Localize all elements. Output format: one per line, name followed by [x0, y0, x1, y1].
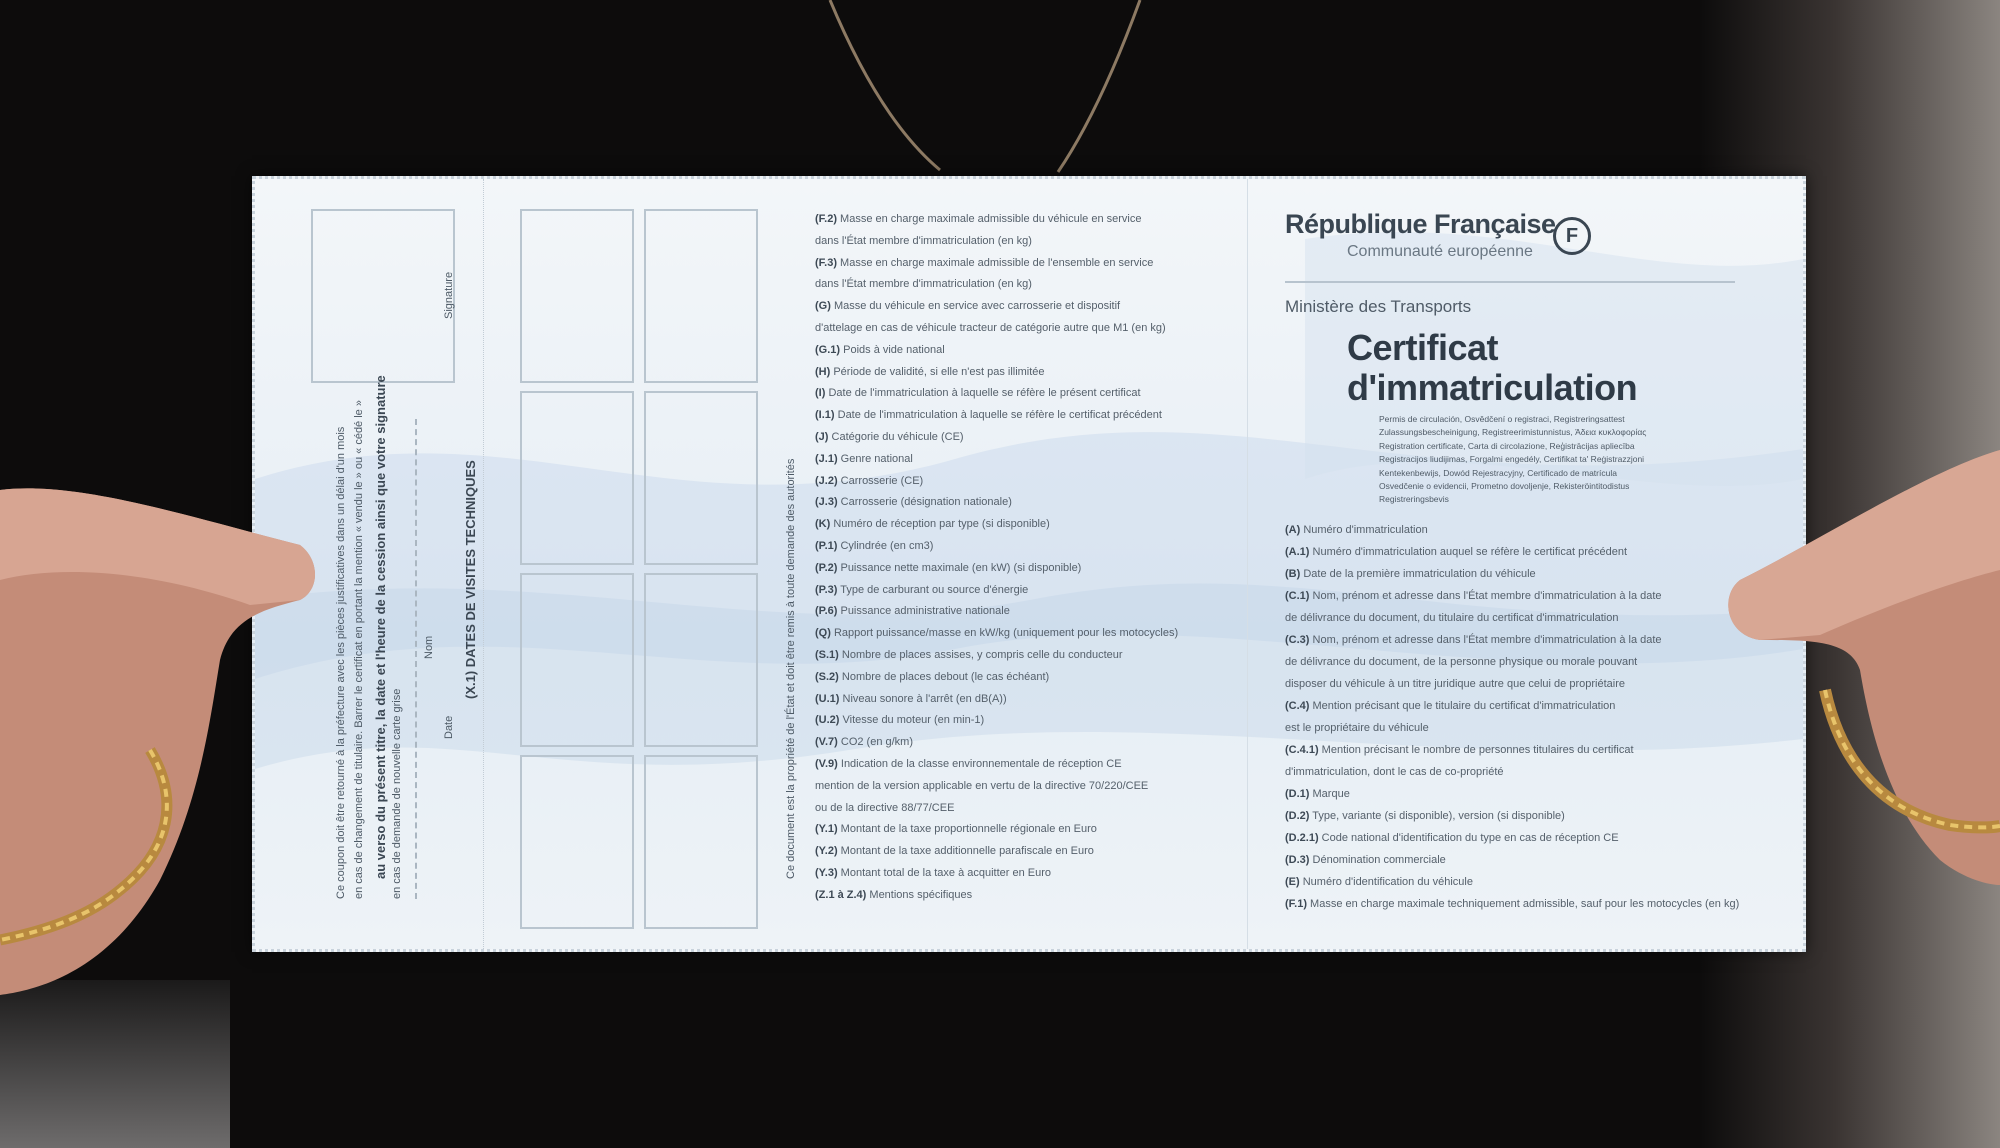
- list-line: (G) Masse du véhicule en service avec carrosserie et dispositif: [815, 300, 1121, 313]
- field-line: (D.3) Dénomination commerciale: [1285, 854, 1446, 866]
- signature-label: Signature: [443, 271, 455, 319]
- translation-line: Registration certificate, Carta di circolazione, Reģistrācijas apliecība: [1379, 440, 1635, 451]
- title-translations: [1379, 413, 1719, 507]
- list-line: (P.6) Puissance administrative nationale: [815, 605, 1010, 618]
- field-line: d'immatriculation, dont le cas de co-propriété: [1285, 766, 1504, 778]
- visit-cell: [520, 209, 634, 383]
- list-line: (G.1) Poids à vide national: [815, 343, 945, 356]
- list-line: (S.1) Nombre de places assises, y compris celle du conducteur: [815, 648, 1123, 661]
- list-line: (Y.1) Montant de la taxe proportionnelle régionale en Euro: [815, 823, 1097, 836]
- title-line-2: d'immatriculation: [1347, 367, 1638, 408]
- list-line: (Q) Rapport puissance/masse en kW/kg (uniquement pour les motocycles): [815, 627, 1179, 640]
- stub-divider: [483, 179, 484, 949]
- list-line: (H) Période de validité, si elle n'est pas illimitée: [815, 365, 1045, 378]
- list-line: (J.3) Carrosserie (désignation nationale): [815, 496, 1012, 509]
- visits-title: (X.1) DATES DE VISITES TECHNIQUES: [463, 460, 478, 699]
- field-line: de délivrance du document, du titulaire du certificat d'immatriculation: [1285, 612, 1619, 624]
- list-line: (J.1) Genre national: [815, 452, 913, 465]
- list-line: ou de la directive 88/77/CEE: [815, 801, 955, 814]
- holder-fields-list: [1285, 519, 1755, 915]
- translation-line: Kentekenbewijs, Dowód Rejestracyjny, Certificado de matrícula: [1379, 467, 1617, 478]
- visit-cell: [520, 391, 634, 565]
- photo-box: [311, 209, 455, 383]
- list-line: dans l'État membre d'immatriculation (en kg): [815, 278, 1032, 291]
- list-line: (P.1) Cylindrée (en cm3): [815, 539, 934, 552]
- list-line: (Y.3) Montant total de la taxe à acquitter en Euro: [815, 866, 1052, 879]
- field-line: de délivrance du document, de la personne physique ou morale pouvant: [1285, 656, 1638, 668]
- country-code-icon: F: [1553, 217, 1591, 255]
- list-line: (V.9) Indication de la classe environnementale de réception CE: [815, 757, 1122, 770]
- list-line: (F.2) Masse en charge maximale admissible du véhicule en service: [815, 213, 1142, 225]
- left-hand: [0, 470, 330, 1030]
- field-line: (B) Date de la première immatriculation du véhicule: [1285, 568, 1536, 580]
- field-line: (C.4) Mention précisant que le titulaire du certificat d'immatriculation: [1285, 700, 1616, 712]
- registration-certificate: [252, 176, 1806, 952]
- republique-francaise: République Française: [1285, 209, 1556, 239]
- list-line: (I.1) Date de l'immatriculation à laquelle se réfère le certificat précédent: [815, 409, 1162, 422]
- field-line: (E) Numéro d'identification du véhicule: [1285, 876, 1473, 888]
- visit-cell: [644, 573, 758, 747]
- translation-line: Registracijos liudijimas, Forgalmi engedély, Certifikat ta' Reġistrazzjoni: [1379, 454, 1645, 465]
- communaute-europeenne: Communauté européenne: [1347, 243, 1533, 260]
- list-line: (Y.2) Montant de la taxe additionnelle parafiscale en Euro: [815, 845, 1094, 858]
- list-line: (S.2) Nombre de places debout (le cas échéant): [815, 670, 1050, 683]
- ministere: Ministère des Transports: [1285, 297, 1472, 316]
- list-line: (J) Catégorie du véhicule (CE): [815, 430, 964, 443]
- list-line: (U.2) Vitesse du moteur (en min-1): [815, 714, 985, 727]
- list-line: mention de la version applicable en vertu de la directive 70/220/CEE: [815, 779, 1149, 792]
- list-line: d'attelage en cas de véhicule tracteur de catégorie autre que M1 (en kg): [815, 321, 1166, 334]
- field-line: (D.2.1) Code national d'identification du type en cas de réception CE: [1285, 832, 1619, 844]
- field-line: (F.1) Masse en charge maximale techniquement admissible, sauf pour les motocycles (en kg): [1285, 898, 1740, 910]
- field-line: (C.3) Nom, prénom et adresse dans l'État membre d'immatriculation à la date: [1285, 634, 1662, 646]
- header-rule: [1285, 281, 1735, 283]
- visit-cell: [644, 391, 758, 565]
- field-line: (D.1) Marque: [1285, 788, 1350, 800]
- list-line: (P.2) Puissance nette maximale (en kW) (si disponible): [815, 561, 1082, 574]
- list-line: (K) Numéro de réception par type (si disponible): [815, 518, 1050, 531]
- date-label: Date: [443, 715, 455, 739]
- list-line: (U.1) Niveau sonore à l'arrêt (en dB(A)): [815, 692, 1007, 705]
- field-line: (C.1) Nom, prénom et adresse dans l'État membre d'immatriculation à la date: [1285, 590, 1662, 602]
- list-line: (F.3) Masse en charge maximale admissible de l'ensemble en service: [815, 256, 1154, 269]
- title-line-1: Certificat: [1347, 327, 1499, 368]
- visit-cell: [644, 755, 758, 929]
- vehicle-codes-list: [815, 209, 1225, 907]
- vertical-note: Ce document est la propriété de l'État et doit être remis à toute demande des autorités: [785, 458, 797, 879]
- stub-instructions-1: Ce coupon doit être retourné à la préfecture avec les pièces justificatives dans un délai d'un mois: [335, 426, 347, 899]
- translation-line: Permis de circulación, Osvědčení o registraci, Registreringsattest: [1379, 414, 1625, 424]
- list-line: (J.2) Carrosserie (CE): [815, 474, 924, 487]
- visit-cell: [644, 209, 758, 383]
- right-hand: [1700, 430, 2000, 910]
- list-line: (Z.1 à Z.4) Mentions spécifiques: [815, 888, 973, 901]
- list-line: (I) Date de l'immatriculation à laquelle se réfère le présent certificat: [815, 387, 1141, 400]
- list-line: (P.3) Type de carburant ou source d'énergie: [815, 583, 1029, 596]
- translation-line: Zulassungsbescheinigung, Registreerimistunnistus, Άδεια κυκλοφορίας: [1379, 427, 1647, 438]
- nom-label: Nom: [423, 635, 435, 659]
- list-line: dans l'État membre d'immatriculation (en kg): [815, 234, 1032, 247]
- stub-instructions-3: au verso du présent titre, la date et l'heure de la cession ainsi que votre signature: [373, 375, 388, 879]
- list-line: (V.7) CO2 (en g/km): [815, 736, 914, 749]
- field-line: disposer du véhicule à un titre juridique autre que celui de propriétaire: [1285, 678, 1625, 690]
- fold-line: [1247, 179, 1248, 949]
- stub-instructions-2: en cas de changement de titulaire. Barrer le certificat en portant la mention « vendu le » ou « cédé le »: [353, 400, 365, 899]
- field-line: est le propriétaire du véhicule: [1285, 722, 1429, 734]
- necklace: [0, 0, 2000, 200]
- field-line: (C.4.1) Mention précisant le nombre de personnes titulaires du certificat: [1285, 744, 1634, 756]
- technical-visits-grid: [520, 209, 760, 919]
- visit-cell: [520, 755, 634, 929]
- stub-instructions-4: en cas de demande de nouvelle carte grise: [391, 688, 403, 899]
- field-line: (A.1) Numéro d'immatriculation auquel se réfère le certificat précédent: [1285, 546, 1628, 558]
- field-line: (D.2) Type, variante (si disponible), version (si disponible): [1285, 810, 1565, 822]
- translation-line: Osvedčenie o evidencii, Prometno dovoljenje, Rekisteröintitodistus: [1379, 481, 1630, 492]
- cut-line: [415, 419, 417, 899]
- visit-cell: [520, 573, 634, 747]
- field-line: (A) Numéro d'immatriculation: [1285, 524, 1428, 536]
- translation-line: Registreringsbevis: [1379, 494, 1449, 505]
